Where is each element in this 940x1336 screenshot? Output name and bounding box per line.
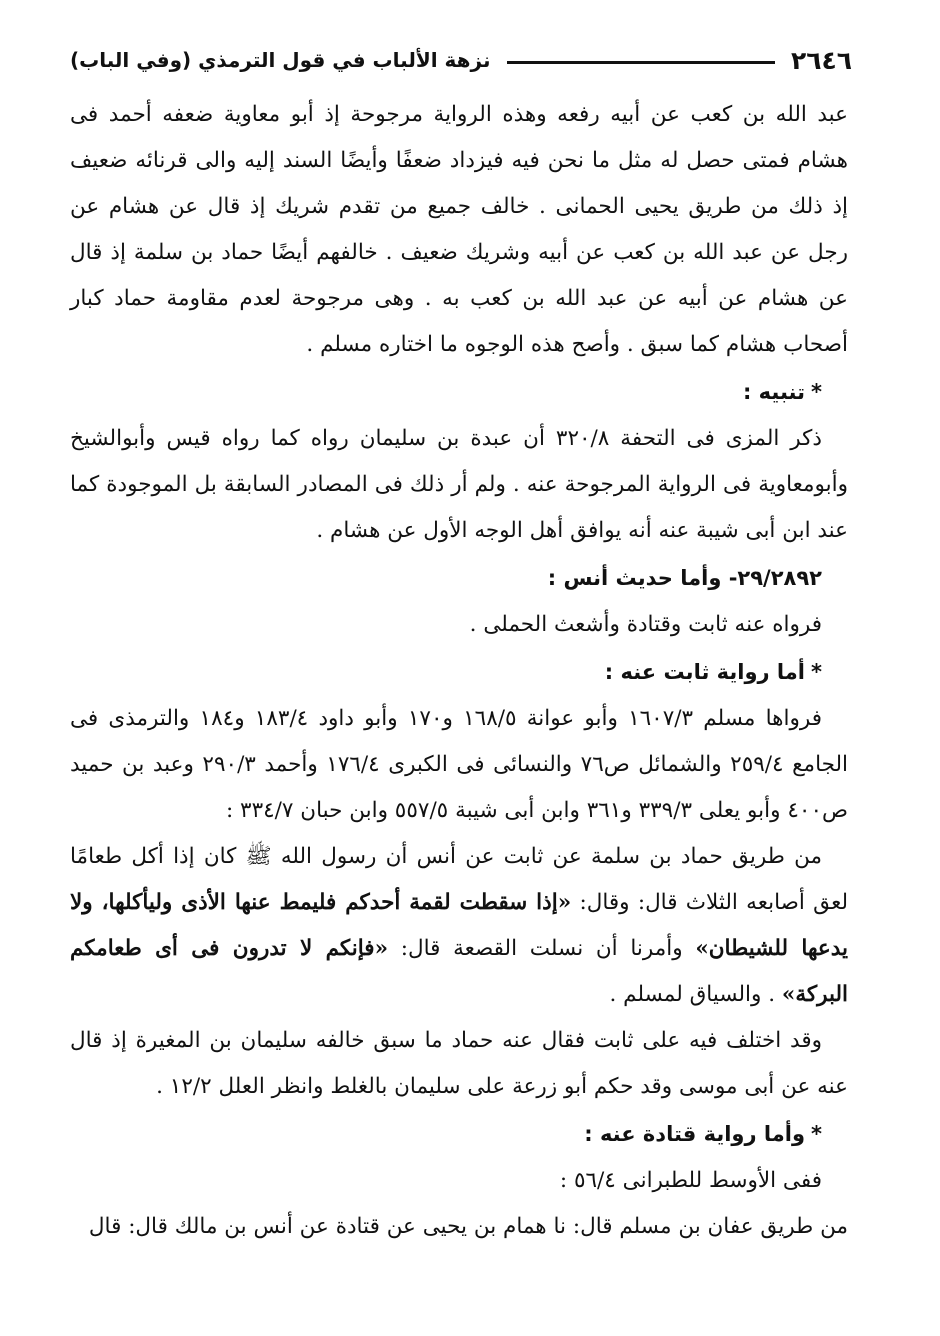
- paragraph-8: من طريق عفان بن مسلم قال: نا همام بن يحيى عن قتادة عن أنس بن مالك قال: قال: [88, 1214, 848, 1239]
- hadith-quote-2: «فإنكم لا تدرون فى أى طعامكم البركة»: [70, 936, 848, 1007]
- paragraph-6: وقد اختلف فيه على ثابت فقال عنه حماد ما سبق خالفه سليمان بن المغيرة إذ قال عنه عن أبى موسى وقد حكم أبو زرعة على سليمان بالغلط وانظر العلل ١٢/٢ .: [70, 1028, 848, 1099]
- paragraph-2: ذكر المزى فى التحفة ٣٢٠/٨ أن عبدة بن سليمان رواه كما رواه قيس وأبوالشيخ وأبومعاوية فى الرواية المرجوحة عنه . ولم أر ذلك فى المصادر السابقة بل الموجودة كما عند ابن أبى شيبة عنه أنه يوافق أهل الوجه الأول عن هشام .: [70, 426, 848, 543]
- paragraph-7: ففى الأوسط للطبرانى ٥٦/٤ :: [559, 1168, 822, 1193]
- page-header: [70, 40, 852, 80]
- body-text: [70, 92, 848, 1250]
- paragraph-1: عبد الله بن كعب عن أبيه رفعه وهذه الرواية مرجوحة إذ أبو معاوية ضعفه أحمد فى هشام فمتى حصل له مثل ما نحن فيه فيزداد ضعفًا وأيضًا السند إليه والى قرنائه ضعيف إذ ذلك من طريق يحيى الحمانى . خالف جميع من تقدم شريك إذ قال عن هشام عن رجل عن عبد الله بن كعب عن أبيه وشريك ضعيف . خالفهم أيضًا حماد بن سلمة إذ قال عن هشام عن أبيه عن عبد الله بن كعب به . وهى مرجوحة لعدم مقاومة حماد كبار أصحاب هشام كما سبق . وأصح هذه الوجوه ما اختاره مسلم .: [70, 102, 848, 357]
- star-icon: *: [811, 1122, 822, 1146]
- paragraph-3: فرواه عنه ثابت وقتادة وأشعث الحملى .: [469, 612, 822, 637]
- heading-qatada-text: وأما رواية قتادة عنه :: [584, 1122, 806, 1146]
- heading-qatada: [70, 1110, 848, 1158]
- star-icon: *: [811, 660, 822, 684]
- running-title: نزهة الألباب في قول الترمذي (وفي الباب): [70, 48, 491, 72]
- heading-thabit: [70, 648, 848, 696]
- page-number: ٢٦٤٦: [790, 45, 852, 75]
- heading-anas-hadith: ٢٩/٢٨٩٢- وأما حديث أنس :: [547, 566, 822, 590]
- hadith-quote-1: «إذا سقطت لقمة أحدكم فليمط عنها الأذى وليأكلها، ولا يدعها للشيطان»: [70, 890, 848, 961]
- header-rule: [507, 61, 775, 64]
- paragraph-4: فرواها مسلم ١٦٠٧/٣ وأبو عوانة ١٦٨/٥ و١٧٠ وأبو داود ١٨٣/٤ و١٨٤ والترمذى فى الجامع ٢٥٩/٤ والشمائل ص٧٦ والنسائى فى الكبرى ١٧٦/٤ وأحمد ٢٩٠/٣ وعبد بن حميد ص٤٠٠ وأبو يعلى ٣٣٩/٣ و٣٦١ وابن أبى شيبة ٥٥٧/٥ وابن حبان ٣٣٤/٧ :: [70, 706, 849, 823]
- paragraph-5-part-e: . والسياق لمسلم .: [609, 982, 782, 1007]
- heading-thabit-text: أما رواية ثابت عنه :: [604, 660, 806, 684]
- star-icon: *: [811, 380, 822, 404]
- heading-notice: [70, 368, 848, 416]
- paragraph-5: [70, 834, 848, 1018]
- paragraph-5-part-c: وأمرنا أن نسلت القصعة قال:: [388, 936, 696, 961]
- heading-notice-text: تنبيه :: [742, 380, 806, 404]
- paragraph-5-part-a: من طريق حماد بن سلمة عن ثابت عن أنس أن رسول الله ﷺ كان إذا أكل طعامًا لعق أصابعه الثلاث قال: وقال:: [70, 844, 848, 915]
